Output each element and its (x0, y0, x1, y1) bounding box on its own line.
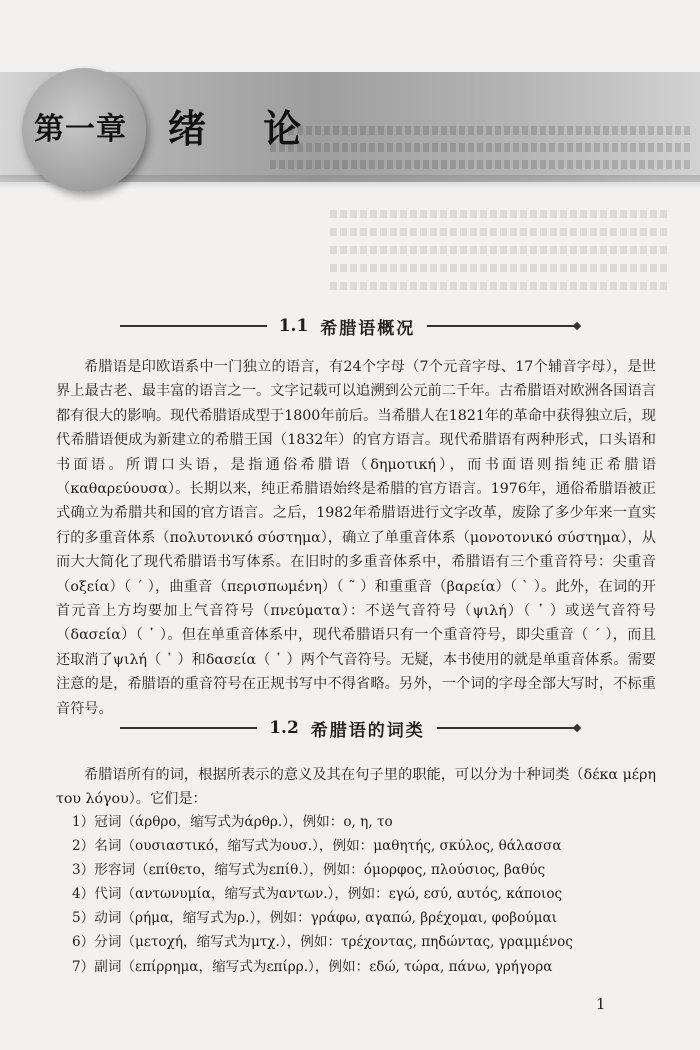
page-number: 1 (596, 995, 606, 1013)
heading-diamond-ornament (573, 322, 581, 330)
list-item: 6）分词（μετοχή，缩写式为μτχ.），例如：τρέχοντας, πηδώντας, γραμμένος (72, 934, 573, 951)
list-item: 4）代词（αντωνυμία，缩写式为αντων.），例如：εγώ, εσύ, αυτός, κάποιος (72, 886, 563, 903)
list-item: 7）副词（επίρρημα，缩写式为επίρρ.），例如：εδώ, τώρα, πάνω, γρήγορα (72, 958, 553, 975)
heading-rule-left (120, 325, 267, 327)
section-1-paragraph: 希腊语是印欧语系中一门独立的语言，有24个字母（7个元音字母、17个辅音字母），是世界上最古老、最丰富的语言之一。文字记载可以追溯到公元前二千年。古希腊语对欧洲各国语言都有很大的影响。现代希腊语成型于1800年前后。当希腊人在1821年的革命中获得独立后，现代希腊语便成为新建立的希腊王国（1832年）的官方语言。现代希腊语有两种形式，口头语和书面语。所谓口头语，是指通俗希腊语（δημοτική），而书面语则指纯正希腊语（καθαρεύουσα）。长期以来，纯正希腊语始终是希腊的官方语言。1976年，通俗希腊语被正式确立为希腊共和国的官方语言。之后，1982年希腊语进行文字改革，废除了多少年来一直实行的多重音体系（πολυτονικό σύστημα），确立了单重音体系（μονοτονικό σύστημα），从而大大简化了现代希腊语书写体系。在旧时的多重音体系中，希腊语有三个重音符号：尖重音（οξεία）（ ´ ），曲重音（περισπωμένη）（ ῀ ）和重重音（βαρεία）（ ` ）。此外，在词的开首元音上方均要加上气音符号（πνεύματα）：不送气音符号（ψιλή）（ ᾿ ）或送气音符号（δασεία）（ ῾ ）。但在单重音体系中，现代希腊语只有一个重音符号，即尖重音（ ´ ），而且还取消了ψιλή（ ᾿ ）和δασεία（ ῾ ）两个气音符号。无疑，本书使用的就是单重音体系。需要注意的是，希腊语的重音符号在正规书写中不得省略。另外，一个词的字母全部大写时，不标重音符号。 (56, 359, 656, 717)
section-2-intro: 希腊语所有的词，根据所表示的意义及其在句子里的职能，可以分为十种词类（δέκα μέρη του λόγου）。它们是： (56, 767, 656, 808)
list-item: 5）动词（ρήμα，缩写式为ρ.），例如：γράφω, αγαπώ, βρέχομαι, φοβούμαι (72, 910, 557, 927)
bleed-through-text (270, 118, 690, 176)
heading-rule-right (437, 727, 574, 729)
list-item: 3）形容词（επίθετο，缩写式为επίθ.），例如：όμορφος, πλούσιος, βαθύς (72, 862, 546, 879)
chapter-label: 第一章 (34, 112, 127, 147)
heading-rule-left (120, 727, 257, 729)
heading-diamond-ornament (573, 724, 581, 732)
list-item: 1）冠词（άρθρο，缩写式为άρθρ.），例如：ο, η, το (72, 814, 393, 830)
bleed-through-text (330, 200, 670, 310)
heading-rule-right (427, 325, 574, 327)
section-heading-1-1 (120, 311, 580, 341)
chapter-title: 绪 论 (168, 106, 324, 151)
section-number: 1.2 (269, 718, 299, 738)
section-heading-1-2 (120, 713, 580, 743)
section-number: 1.1 (278, 316, 309, 336)
parts-of-speech-list (72, 810, 573, 979)
section-title: 希腊语概况 (320, 318, 416, 339)
section-title: 希腊语的词类 (310, 720, 425, 741)
list-item: 2）名词（ουσιαστικό，缩写式为ουσ.），例如：μαθητής, σκύλος, θάλασσα (72, 838, 562, 855)
